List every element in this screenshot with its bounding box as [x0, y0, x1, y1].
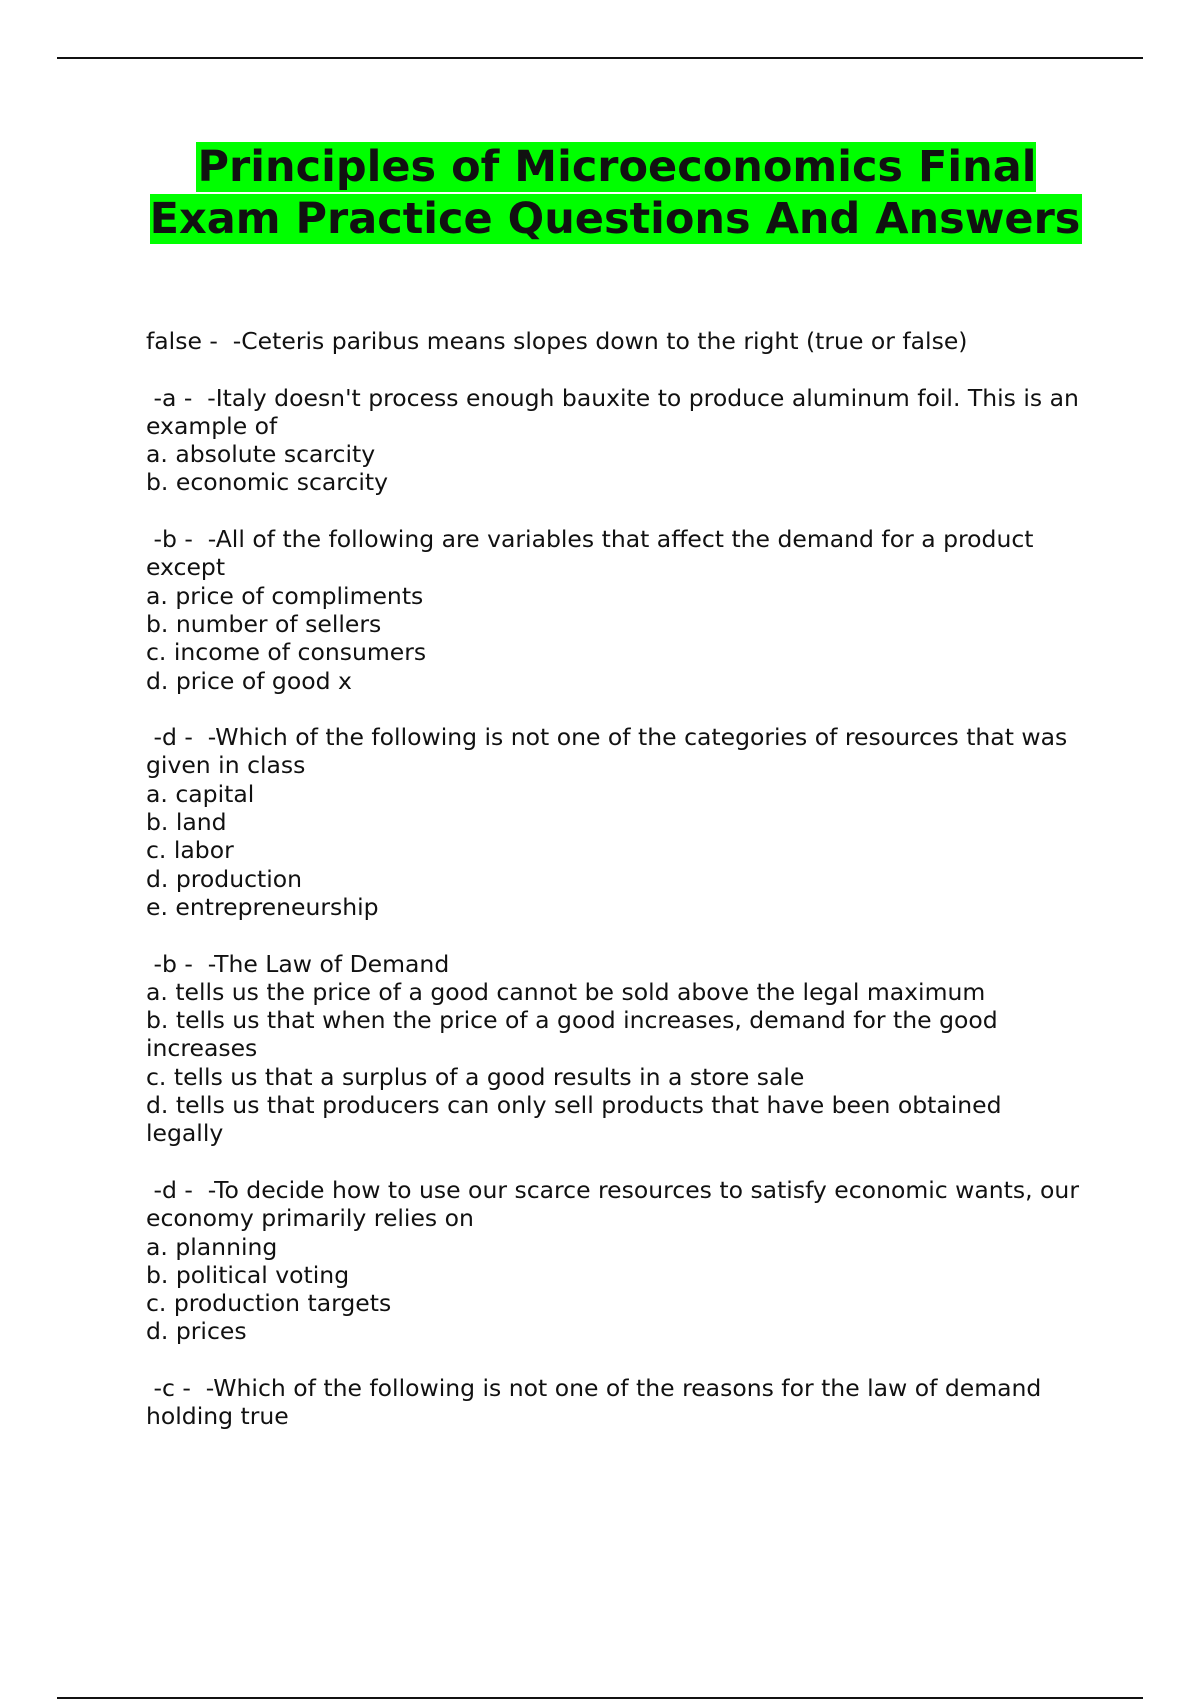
question-text: -d - -Which of the following is not one of the categories of resources that was given in class	[146, 723, 1075, 780]
question-text: -b - -All of the following are variables that affect the demand for a product except	[146, 525, 1041, 582]
answer-option: d. production	[146, 864, 303, 893]
answer-option: b. land	[146, 808, 227, 837]
qa-item-7	[146, 1374, 1086, 1431]
question-text: -c - -Which of the following is not one of the reasons for the law of demand holding true	[146, 1373, 1049, 1431]
qa-item-5	[146, 950, 1086, 1148]
top-rule	[57, 57, 1143, 59]
qa-item-4	[146, 723, 1086, 921]
document-title	[146, 141, 1086, 245]
question-text: -d - -To decide how to use our scarce resources to satisfy economic wants, our economy primarily relies on	[146, 1175, 1087, 1233]
answer-option: d. price of good x	[146, 666, 352, 695]
answer-option: c. tells us that a surplus of a good results in a store sale	[146, 1062, 805, 1091]
answer-option: c. production targets	[146, 1289, 392, 1318]
qa-item-3	[146, 525, 1086, 695]
answer-option: c. income of consumers	[146, 638, 427, 667]
answer-option: e. entrepreneurship	[146, 892, 379, 921]
answer-option: a. tells us the price of a good cannot be sold above the legal maximum	[146, 977, 986, 1006]
answer-option: a. price of compliments	[146, 581, 424, 610]
question-text: -b - -The Law of Demand	[146, 949, 450, 978]
answer-option: b. number of sellers	[146, 609, 382, 638]
bottom-rule	[57, 1697, 1143, 1699]
qa-list	[146, 327, 1086, 1459]
title-highlight: Principles of Microeconomics Final Exam Practice Questions And Answers	[149, 142, 1081, 244]
qa-item-2	[146, 384, 1086, 497]
answer-option: a. absolute scarcity	[146, 440, 376, 469]
answer-option: a. capital	[146, 779, 255, 808]
question-text: false - -Ceteris paribus means slopes down to the right (true or false)	[146, 327, 968, 355]
answer-option: a. planning	[146, 1232, 278, 1261]
qa-item-6	[146, 1176, 1086, 1346]
answer-option: c. labor	[146, 836, 234, 865]
answer-option: d. tells us that producers can only sell products that have been obtained legally	[146, 1091, 1010, 1148]
answer-option: b. tells us that when the price of a good increases, demand for the good increases	[146, 1006, 1006, 1063]
answer-option: b. economic scarcity	[146, 468, 388, 497]
answer-option: d. prices	[146, 1317, 247, 1346]
answer-option: b. political voting	[146, 1260, 350, 1289]
question-text: -a - -Italy doesn't process enough bauxite to produce aluminum foil. This is an example of	[146, 383, 1087, 440]
qa-item-1	[146, 327, 1086, 355]
